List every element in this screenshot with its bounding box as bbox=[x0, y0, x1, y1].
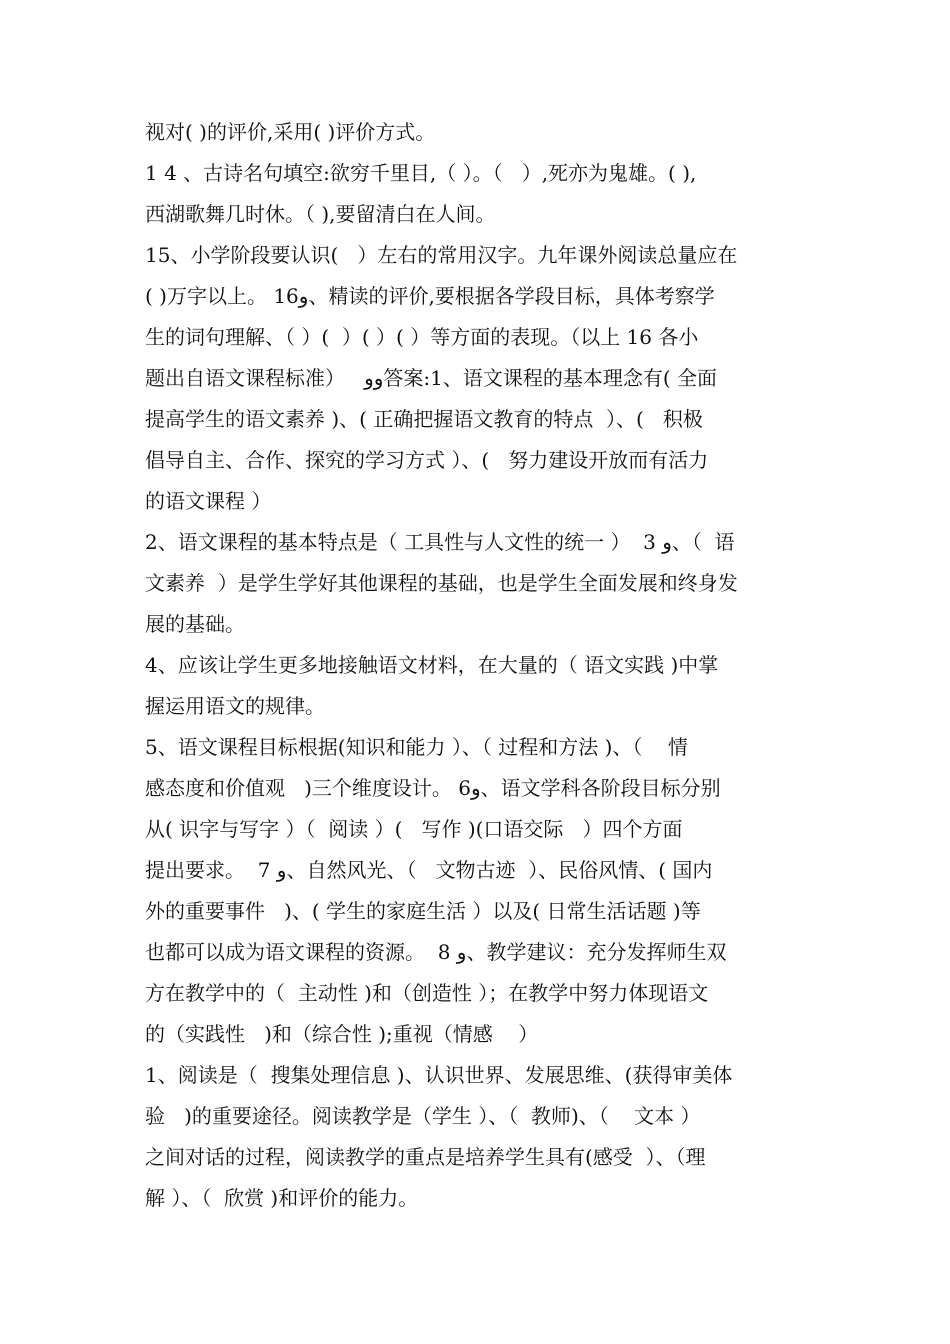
text-line: 提高学生的语文素养 )、( 正确把握语文教育的特点 ）、( 积极 bbox=[145, 407, 703, 431]
text-line: 感态度和价值观 )三个维度设计。 6و、语文学科各阶段目标分别 bbox=[145, 776, 721, 800]
text-line: 展的基础。 bbox=[145, 612, 245, 636]
text-line: 题出自语文课程标准） وو答案:1、语文课程的基本理念有( 全面 bbox=[145, 366, 718, 390]
text-line: 1 4 、古诗名句填空:欲穷千里目,（ ）。（ ）,死亦为鬼雄。( ), bbox=[145, 161, 697, 185]
text-line: 提出要求。 7 و、自然风光、（ 文物古迹 ）、民俗风情、( 国内 bbox=[145, 858, 713, 882]
text-line: 15、小学阶段要认识( ）左右的常用汉字。九年课外阅读总量应在 bbox=[145, 243, 738, 267]
text-line: 的（实践性 )和（综合性 );重视（情感 ） bbox=[145, 1022, 539, 1046]
text-line: 之间对话的过程，阅读教学的重点是培养学生具有(感受 ）、（理 bbox=[145, 1145, 706, 1169]
text-line: 生的词句理解、（ ）( ）( ）( ）等方面的表现。（以上 16 各小 bbox=[145, 325, 699, 349]
text-line: ( )万字以上。 16و、精读的评价,要根据各学段目标，具体考察学 bbox=[145, 284, 715, 308]
text-line: 也都可以成为语文课程的资源。 8 و、教学建议：充分发挥师生双 bbox=[145, 940, 727, 964]
text-line: 握运用语文的规律。 bbox=[145, 694, 325, 718]
text-line: 视对( )的评价,采用( )评价方式。 bbox=[145, 120, 436, 144]
text-line: 解 ）、（ 欣赏 )和评价的能力。 bbox=[145, 1186, 419, 1210]
document-body bbox=[145, 112, 810, 1219]
text-line: 1、阅读是（ 搜集处理信息 )、认识世界、发展思维、(获得审美体 bbox=[145, 1063, 733, 1087]
text-line: 的语文课程 ） bbox=[145, 489, 272, 513]
text-line: 西湖歌舞几时休。（ ),要留清白在人间。 bbox=[145, 202, 496, 226]
text-line: 4、应该让学生更多地接触语文材料，在大量的（ 语文实践 )中掌 bbox=[145, 653, 719, 677]
text-line: 文素养 ）是学生学好其他课程的基础，也是学生全面发展和终身发 bbox=[145, 571, 738, 595]
text-line: 方在教学中的（ 主动性 )和（创造性 ）；在教学中努力体现语文 bbox=[145, 981, 709, 1005]
text-line: 2、语文课程的基本特点是（ 工具性与人文性的统一 ） 3 و、（ 语 bbox=[145, 530, 735, 554]
text-line: 验 )的重要途径。阅读教学是（学生 ）、（ 教师)、（ 文本 ） bbox=[145, 1104, 701, 1128]
text-line: 外的重要事件 )、( 学生的家庭生活 ）以及( 日常生活话题 )等 bbox=[145, 899, 701, 923]
text-line: 5、语文课程目标根据(知识和能力 ）、（ 过程和方法 )、（ 情 bbox=[145, 735, 688, 759]
text-line: 倡导自主、合作、探究的学习方式 ）、( 努力建设开放而有活力 bbox=[145, 448, 709, 472]
text-line: 从( 识字与写字 ）（ 阅读 ）( 写作 )(口语交际 ）四个方面 bbox=[145, 817, 683, 841]
